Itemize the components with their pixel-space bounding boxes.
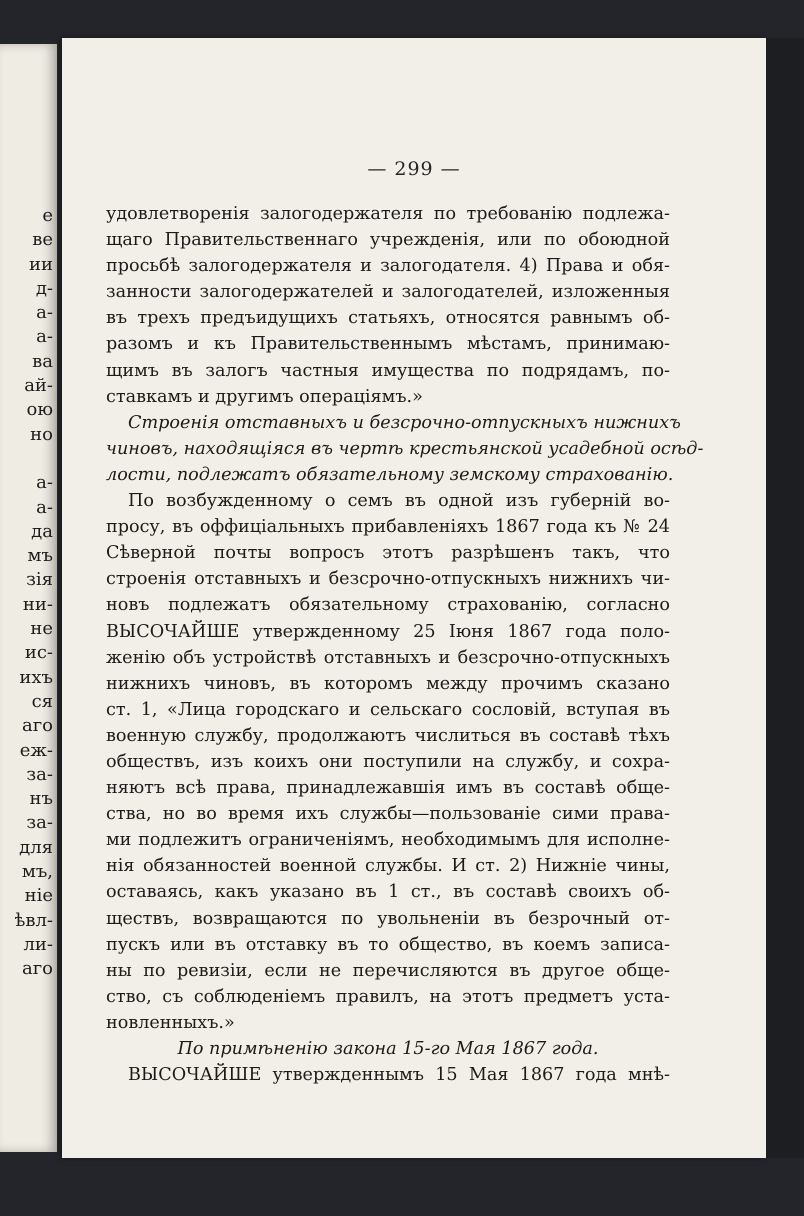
left-fragment: нъ [29, 788, 53, 810]
left-fragment: а- [36, 302, 53, 324]
left-fragment: ис- [24, 642, 53, 664]
left-fragment: для [19, 836, 53, 858]
text-line: ществъ, возвращаются по увольненіи въ безрочный от- [106, 908, 670, 929]
text-line: ми подлежитъ ограниченіямъ, необходимымъ для исполне- [106, 830, 670, 851]
text-line: строенія отставныхъ и безсрочно-отпускныхъ нижнихъ чи- [106, 569, 670, 590]
left-fragment: а- [36, 326, 53, 348]
text-line: ставкамъ и другимъ операціямъ.» [106, 386, 423, 407]
left-fragment: ай- [24, 375, 53, 397]
left-fragment: да [31, 520, 53, 542]
left-fragment: за- [26, 812, 53, 834]
left-fragment: ли- [23, 933, 53, 955]
text-line: занности залогодержателей и залогодателей, изложенныя [106, 282, 670, 303]
text-line: просу, въ оффиціальныхъ прибавленіяхъ 1867 года къ № 24 [106, 517, 670, 538]
left-fragment: а- [36, 496, 53, 518]
left-fragment: ѣвл- [14, 909, 53, 931]
text-line: просьбѣ залогодержателя и залогодателя. 4) Права и обя- [106, 256, 670, 277]
left-fragment: ою [26, 399, 53, 421]
left-fragment: д- [35, 277, 53, 299]
left-fragment: ни- [22, 593, 53, 615]
left-fragment: ся [31, 690, 53, 712]
text-line: няютъ всѣ права, принадлежавшія имъ въ составѣ обще- [106, 778, 670, 799]
text-line: удовлетворенія залогодержателя по требованію подлежа- [106, 204, 670, 224]
text-line: пускъ или въ отставку въ то общество, въ коемъ записа- [106, 934, 670, 955]
left-fragment: ии [29, 253, 53, 275]
text-line: ство, съ соблюденіемъ правилъ, на этотъ предметъ уста- [106, 986, 670, 1007]
text-line: чиновъ, находящіяся въ чертѣ крестьянской усадебной осѣд- [106, 438, 704, 459]
text-line: ства, но во время ихъ службы—пользованіе сими права- [106, 804, 670, 825]
left-fragment: мъ [27, 545, 53, 567]
left-fragment: ихъ [19, 666, 53, 688]
left-fragment: за- [26, 763, 53, 785]
left-fragment: зія [26, 569, 53, 591]
left-fragment: а- [36, 472, 53, 494]
text-line: нія обязанностей военной службы. И ст. 2) Нижніе чины, [106, 856, 670, 877]
text-line: въ трехъ предъидущихъ статьяхъ, относятся равнымъ об- [106, 308, 670, 329]
text-line: щаго Правительственнаго учрежденія, или по обоюдной [106, 230, 670, 251]
text-line: По примѣненію закона 15-го Мая 1867 года. [177, 1039, 599, 1059]
text-line: новленныхъ.» [106, 1012, 235, 1033]
left-fragment: мъ, [21, 861, 53, 883]
left-fragment: ве [32, 229, 53, 251]
text-line: Сѣверной почты вопросъ этотъ разрѣшенъ такъ, что [106, 543, 670, 564]
text-line: ВЫСОЧАЙШЕ утвержденному 25 Іюня 1867 года поло- [106, 621, 670, 642]
body-text [106, 201, 704, 1088]
left-fragment: аго [22, 715, 53, 737]
text-line: лости, подлежатъ обязательному земскому страхованію. [106, 464, 674, 485]
left-fragment: ніе [24, 885, 53, 907]
left-fragment: аго [22, 958, 53, 980]
text-line: ны по ревизіи, если не перечисляются въ другое обще- [106, 960, 670, 981]
left-fragment: еж- [19, 739, 53, 761]
text-line: нижнихъ чиновъ, въ которомъ между прочимъ сказано [106, 673, 670, 694]
left-fragment: но [30, 423, 53, 445]
text-line: оставаясь, какъ указано въ 1 ст., въ составѣ своихъ об- [106, 882, 670, 903]
left-fragment: не [30, 618, 53, 640]
page-number: — 299 — [367, 158, 461, 180]
scan-background [766, 38, 804, 1158]
left-page-edge [0, 44, 57, 1152]
text-line: щимъ въ залогъ частныя имущества по подрядамъ, по- [106, 360, 670, 381]
left-page-text-fragments [0, 204, 57, 982]
text-line: обществъ, изъ коихъ они поступили на службу, и сохра- [106, 751, 670, 772]
text-line: новъ подлежатъ обязательному страхованію, согласно [106, 595, 670, 616]
text-line: разомъ и къ Правительственнымъ мѣстамъ, принимаю- [106, 334, 670, 355]
text-line: Строенія отставныхъ и безсрочно-отпускныхъ нижнихъ [128, 412, 681, 433]
text-line: ст. 1, «Лица городскаго и сельскаго сословій, вступая въ [106, 699, 670, 720]
left-fragment: ва [32, 350, 53, 372]
left-fragment: е [42, 205, 53, 226]
text-line: По возбужденному о семъ въ одной изъ губерній во- [128, 491, 670, 512]
text-line: ВЫСОЧАЙШЕ утвержденнымъ 15 Мая 1867 года мнѣ- [128, 1065, 670, 1086]
text-line: военную службу, продолжаютъ числиться въ составѣ тѣхъ [106, 725, 670, 746]
right-page [62, 38, 766, 1158]
left-fragment [0, 447, 57, 471]
text-line: женію объ устройствѣ отставныхъ и безсрочно-отпускныхъ [106, 647, 670, 668]
